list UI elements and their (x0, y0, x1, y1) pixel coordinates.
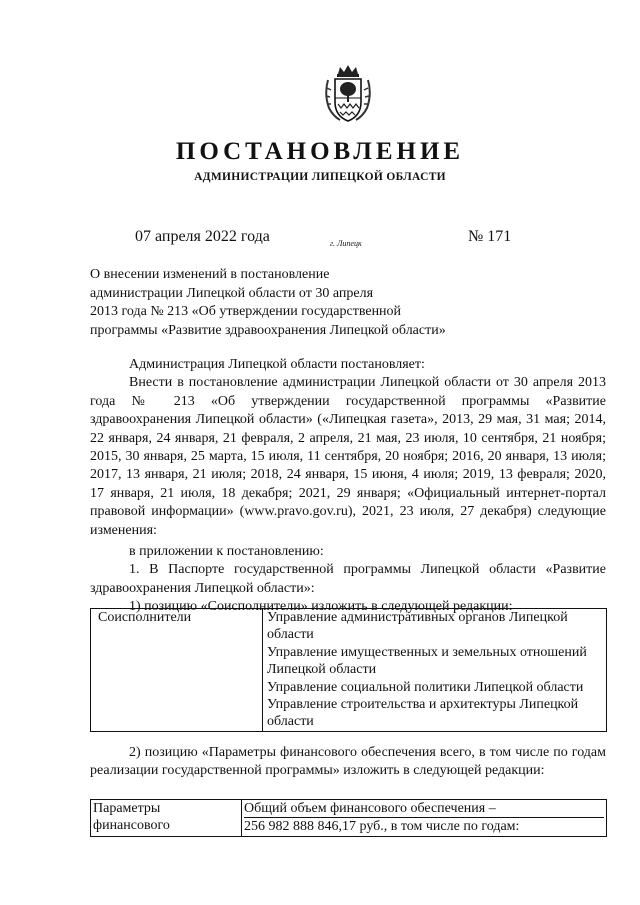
document-title: ПОСТАНОВЛЕНИЕ (175, 138, 465, 165)
table-label-cell (91, 800, 242, 837)
subject-line: 2013 года № 213 «Об утверждении государственной (90, 304, 402, 319)
subject-line: О внесении изменений в постановление (90, 267, 330, 282)
document-subject (90, 266, 510, 340)
value-line: 256 982 888 846,17 руб., в том числе по годам: (244, 819, 520, 835)
list-item: Управление социальной политики Липецкой области (267, 679, 584, 695)
body-paragraph: 1) позицию «Соисполнители» изложить в следующей редакции: (129, 599, 513, 615)
subject-line: программы «Развитие здравоохранения Липецкой области» (90, 322, 446, 338)
list-item: Управление строительства и архитектуры Липецкой области (267, 697, 579, 730)
value-line: Общий объем финансового обеспечения – (244, 800, 604, 818)
table-row (91, 609, 607, 732)
label-line: Параметры (93, 801, 161, 816)
subject-line: администрации Липецкой области от 30 апреля (90, 285, 374, 301)
coat-of-arms-icon (324, 64, 372, 126)
body-paragraph: Администрация Липецкой области постановляет: (129, 357, 425, 372)
document-subtitle: АДМИНИСТРАЦИИ ЛИПЕЦКОЙ ОБЛАСТИ (194, 171, 446, 183)
table-label-cell: Соисполнители (91, 609, 263, 732)
body-paragraph: в приложении к постановлению: (129, 544, 324, 560)
table-value-cell (263, 609, 607, 732)
body-paragraph: 1. В Паспорте государственной программы Липецкой области «Развитие здравоохранения Липецкой области»: (90, 562, 606, 596)
body-paragraph: Внести в постановление администрации Липецкой области от 30 апреля 2013 года № 213 «Об утверждении государственной программы «Развитие здравоохранения Липецкой области» («Липецкая газета», 2013, 29 мая, 31 мая; 2014, 22 января, 24 января, 21 февраля, 2 апреля, 21 мая, 23 июля, 10 сентября, 21 ноября; 2015, 30 января, 25 марта, 15 июля, 11 сентября, 20 ноября; 2016, 20 января, 13 июля; 2017, 13 января, 21 июля; 2018, 24 января, 15 июня, 4 июля; 2019, 13 февраля; 2020, 17 января, 21 июля, 18 декабря; 2021, 29 января; «Официальный интернет-портал правовой информации» (www.pravo.gov.ru), 2021, 23 июля, 27 декабря) следующие изменения: (90, 375, 606, 538)
list-item: Управление административных органов Липецкой области (267, 610, 568, 643)
document-body-continued (90, 744, 606, 781)
financing-table (90, 799, 607, 837)
table-row (91, 800, 607, 837)
document-body (90, 356, 606, 617)
co-executors-table (90, 608, 607, 732)
list-item: Управление имущественных и земельных отношений Липецкой области (267, 644, 587, 678)
table-value-cell (242, 800, 607, 837)
document-number: № 171 (468, 228, 512, 245)
document-date: 07 апреля 2022 года (135, 228, 270, 245)
body-paragraph: 2) позицию «Параметры финансового обеспечения всего, в том числе по годам реализации государственной программы» изложить в следующей редакции: (90, 745, 606, 779)
label-line: финансового (93, 818, 170, 834)
document-city: г. Липецк (330, 239, 362, 248)
